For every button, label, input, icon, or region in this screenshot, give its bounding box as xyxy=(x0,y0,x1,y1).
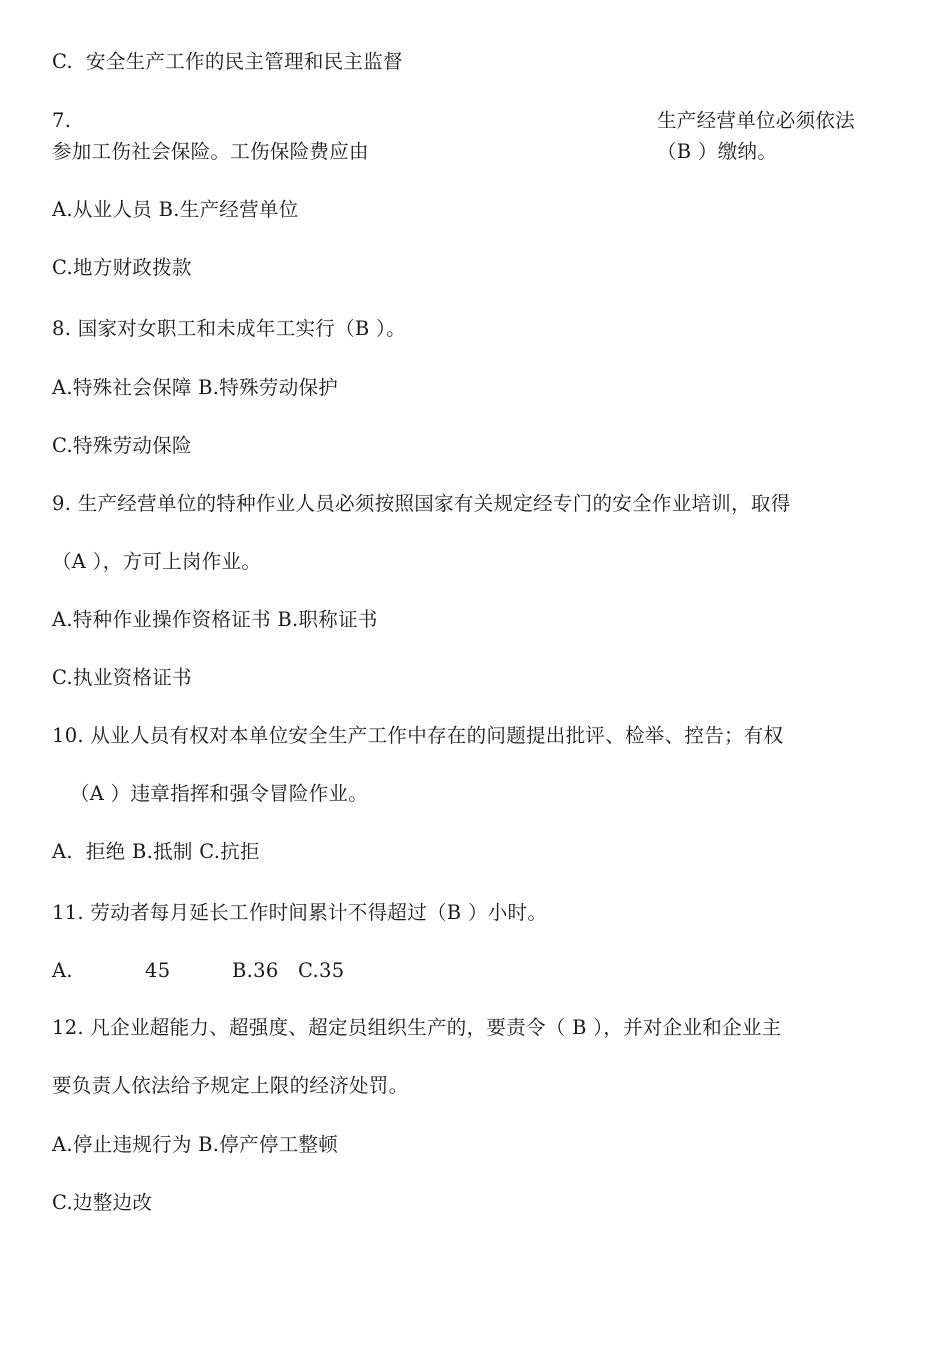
q10-question-1: 10. 从业人员有权对本单位安全生产工作中存在的问题提出批评、检举、控告；有权 xyxy=(52,724,784,747)
q7-text-right-1: 生产经营单位必须依法 xyxy=(657,109,856,132)
q10-question-2: （A ）违章指挥和强令冒险作业。 xyxy=(70,782,369,805)
q7-text-right-2: （B ）缴纳。 xyxy=(657,140,778,163)
q9-option-c: C.执业资格证书 xyxy=(52,666,192,689)
q11-question: 11. 劳动者每月延长工作时间累计不得超过（B ）小时。 xyxy=(52,901,548,924)
q7-options-ab: A.从业人员 B.生产经营单位 xyxy=(52,198,299,221)
q7-text-left-2: 参加工伤社会保险。工伤保险费应由 xyxy=(52,140,369,163)
q9-question-1: 9. 生产经营单位的特种作业人员必须按照国家有关规定经专门的安全作业培训，取得 xyxy=(52,492,791,515)
q12-question-1: 12. 凡企业超能力、超强度、超定员组织生产的，要责令（ B ），并对企业和企业主 xyxy=(52,1016,782,1039)
q10-options: A. 拒绝 B.抵制 C.抗拒 xyxy=(52,840,260,863)
q7-number: 7. xyxy=(52,109,72,132)
q8-option-c: C.特殊劳动保险 xyxy=(52,434,192,457)
q7-option-c: C.地方财政拨款 xyxy=(52,256,192,279)
q11-option-a-label: A. xyxy=(52,959,73,982)
q6-option-c: C. 安全生产工作的民主管理和民主监督 xyxy=(52,50,403,73)
q8-question: 8. 国家对女职工和未成年工实行（B ）。 xyxy=(52,317,406,340)
q9-question-2: （A ），方可上岗作业。 xyxy=(52,550,262,573)
q12-option-c: C.边整边改 xyxy=(52,1191,153,1214)
q8-options-ab: A.特殊社会保障 B.特殊劳动保护 xyxy=(52,376,339,399)
q9-options-ab: A.特种作业操作资格证书 B.职称证书 xyxy=(52,608,378,631)
q11-option-a-value: 45 xyxy=(145,959,171,982)
q11-options-bc: B.36 C.35 xyxy=(232,959,345,982)
q12-options-ab: A.停止违规行为 B.停产停工整顿 xyxy=(52,1133,339,1156)
q12-question-2: 要负责人依法给予规定上限的经济处罚。 xyxy=(52,1074,409,1097)
